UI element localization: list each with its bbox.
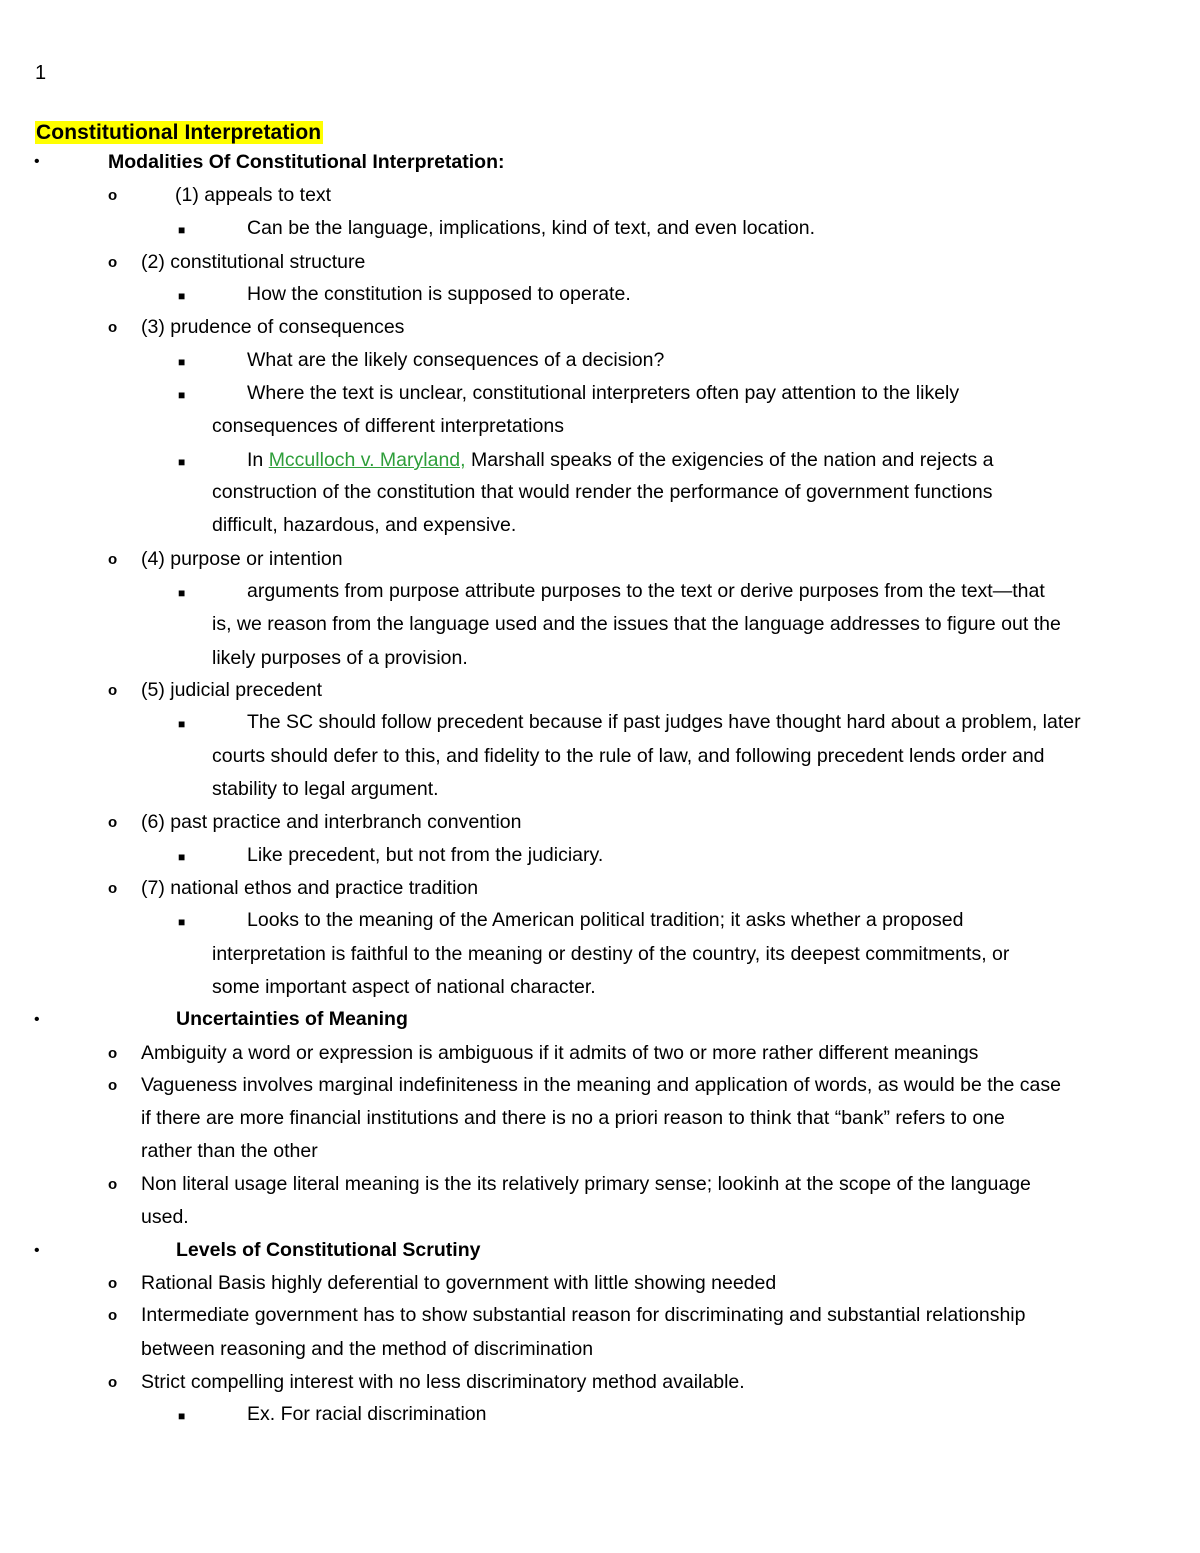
bullet-circle-icon: o: [108, 1176, 118, 1193]
modality-4-point-cont: likely purposes of a provision.: [212, 647, 468, 669]
modality-5-label: (5) judicial precedent: [141, 679, 323, 701]
modality-3-point-3-cont: difficult, hazardous, and expensive.: [212, 514, 517, 536]
modality-5-point-cont: stability to legal argument.: [212, 778, 439, 800]
modality-3-point-2-cont: consequences of different interpretations: [212, 415, 564, 437]
scrutiny-intermediate: Intermediate government has to show substantial reason for discriminating and substantial relationship: [141, 1304, 1026, 1326]
scrutiny-strict: Strict compelling interest with no less discriminatory method available.: [141, 1371, 745, 1393]
modality-7-point: Looks to the meaning of the American political tradition; it asks whether a proposed: [247, 909, 964, 931]
bullet-circle-icon: o: [108, 682, 118, 699]
modality-1-label: (1) appeals to text: [175, 184, 332, 206]
bullet-square-icon: ■: [178, 717, 186, 731]
bullet-circle-icon: o: [108, 814, 118, 831]
page-number: 1: [35, 62, 47, 84]
point-3-prefix: In: [247, 449, 269, 471]
title-highlight: Constitutional Interpretation: [36, 121, 322, 144]
point-3-text: Marshall speaks of the exigencies of the nation and rejects a: [465, 449, 994, 471]
bullet-square-icon: ■: [178, 455, 186, 469]
bullet-square-icon: ■: [178, 586, 186, 600]
modality-3-point-1: What are the likely consequences of a decision?: [247, 349, 665, 371]
bullet-square-icon: ■: [178, 850, 186, 864]
modality-6-point: Like precedent, but not from the judiciary.: [247, 844, 604, 866]
bullet-circle-icon: o: [108, 551, 118, 568]
uncertainty-vagueness: Vagueness involves marginal indefiniteness in the meaning and application of words, as would be the case: [141, 1074, 1061, 1096]
uncertainty-vagueness-cont: if there are more financial institutions and there is no a priori reason to think that “bank” refers to one: [141, 1107, 1005, 1129]
modality-4-label: (4) purpose or intention: [141, 548, 343, 570]
bullet-circle-icon: o: [108, 187, 118, 204]
bullet-square-icon: ■: [178, 388, 186, 402]
scrutiny-intermediate-cont: between reasoning and the method of discrimination: [141, 1338, 594, 1360]
bullet-circle-icon: o: [108, 254, 118, 271]
case-link-mcculloch[interactable]: Mcculloch v. Maryland,: [268, 449, 466, 471]
uncertainties-heading: Uncertainties of Meaning: [176, 1008, 408, 1030]
modality-7-point-cont: interpretation is faithful to the meaning or destiny of the country, its deepest commitments, or: [212, 943, 1010, 965]
modality-3-point-3: [247, 446, 993, 474]
scrutiny-rational-basis: Rational Basis highly deferential to government with little showing needed: [141, 1272, 777, 1294]
bullet-circle-icon: o: [108, 1307, 118, 1324]
bullet-square-icon: ■: [178, 915, 186, 929]
modality-5-point: The SC should follow precedent because if past judges have thought hard about a problem, later: [247, 711, 1081, 733]
modalities-heading: Modalities Of Constitutional Interpretation:: [108, 151, 505, 173]
bullet-circle-icon: o: [108, 1374, 118, 1391]
bullet-square-icon: ■: [178, 289, 186, 303]
bullet-circle-icon: o: [108, 1045, 118, 1062]
modality-3-label: (3) prudence of consequences: [141, 316, 405, 338]
modality-2-label: (2) constitutional structure: [141, 251, 366, 273]
bullet-dot-icon: •: [34, 1242, 40, 1259]
uncertainty-ambiguity: Ambiguity a word or expression is ambiguous if it admits of two or more rather different meanings: [141, 1042, 979, 1064]
bullet-circle-icon: o: [108, 319, 118, 336]
bullet-dot-icon: •: [34, 1011, 40, 1028]
modality-7-label: (7) national ethos and practice tradition: [141, 877, 479, 899]
bullet-circle-icon: o: [108, 1275, 118, 1292]
bullet-circle-icon: o: [108, 1077, 118, 1094]
modality-4-point-cont: is, we reason from the language used and the issues that the language addresses to figure out the: [212, 613, 1061, 635]
modality-7-point-cont: some important aspect of national character.: [212, 976, 596, 998]
modality-3-point-2: Where the text is unclear, constitutional interpreters often pay attention to the likely: [247, 382, 960, 404]
modality-3-point-3-cont: construction of the constitution that would render the performance of government functions: [212, 481, 993, 503]
scrutiny-strict-example: Ex. For racial discrimination: [247, 1403, 487, 1425]
uncertainty-vagueness-cont: rather than the other: [141, 1140, 318, 1162]
bullet-square-icon: ■: [178, 1409, 186, 1423]
modality-1-point: Can be the language, implications, kind of text, and even location.: [247, 217, 816, 239]
uncertainty-non-literal-cont: used.: [141, 1206, 189, 1228]
document-title: [35, 118, 323, 148]
bullet-square-icon: ■: [178, 223, 186, 237]
bullet-square-icon: ■: [178, 355, 186, 369]
modality-6-label: (6) past practice and interbranch convention: [141, 811, 522, 833]
modality-2-point: How the constitution is supposed to operate.: [247, 283, 631, 305]
modality-4-point: arguments from purpose attribute purposes to the text or derive purposes from the text—that: [247, 580, 1045, 602]
bullet-dot-icon: •: [34, 153, 40, 170]
uncertainty-non-literal: Non literal usage literal meaning is the its relatively primary sense; lookinh at the scope of the language: [141, 1173, 1031, 1195]
scrutiny-heading: Levels of Constitutional Scrutiny: [176, 1239, 481, 1261]
modality-5-point-cont: courts should defer to this, and fidelity to the rule of law, and following precedent lends order and: [212, 745, 1045, 767]
bullet-circle-icon: o: [108, 880, 118, 897]
